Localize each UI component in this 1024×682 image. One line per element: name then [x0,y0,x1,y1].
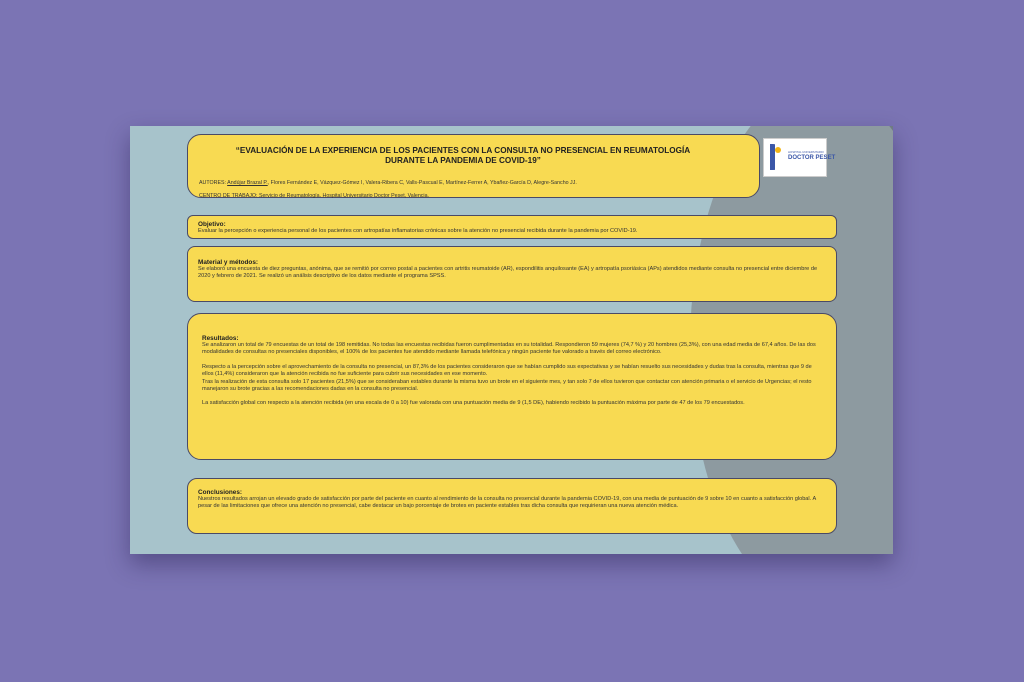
resultados-paragraph-3: Tras la realización de esta consulta solo 17 pacientes (21,5%) que se consideraban estables durante la misma tuvo un brote en el siguiente mes, y tan solo 7 de ellos tuvieron que contactar con atención primaria o el servicio de Urgencias; el resto manejaron su brote gracias a las recomendaciones dadas en la consulta no presencial. [202,378,812,393]
objetivo-heading: Objetivo: [198,221,226,228]
material-text: Se elaboró una encuesta de diez preguntas, anónima, que se remitió por correo postal a pacientes con artritis reumatoide (AR), espondilitis anquilosante (EA) y artropatía psoriásica (APs) atendidos mediante consulta no presencial entre diciembre de 2020 y febrero de 2021. Se realizó un análisis descriptivo de los datos mediante el programa SPSS. [198,266,818,280]
material-section [187,246,837,302]
objetivo-section [187,215,837,239]
material-heading: Material y métodos: [198,259,259,266]
resultados-paragraph-2: Respecto a la percepción sobre el aprovechamiento de la consulta no presencial, un 87,3% de los pacientes consideraron que se habían cumplido sus expectativas y se habían resuelto sus necesidades y dudas tras la consulta, mientras que 9 de ellos (11,4%) consideraron que la atención recibida no fue suficiente para cubrir sus necesidades en ese momento. [202,363,812,378]
resultados-paragraph-1: Se analizaron un total de 79 encuestas de un total de 198 remitidas. No todas las encuestas recibidas fueron cumplimentadas en su totalidad. Respondieron 59 mujeres (74,7 %) y 20 hombres (25,3%), con una edad media de 67,4 años. De las dos modalidades de consultas no presenciales disponibles, el 100% de los pacientes fue atendido mediante llamada telefónica y ningún paciente fue valorado a través del correo electrónico. [202,342,816,356]
authors-label: AUTORES: [199,180,228,186]
resultados-section [187,313,837,460]
conclusiones-text: Nuestros resultados arrojan un elevado grado de satisfacción por parte del paciente en cuanto al rendimiento de la consulta no presencial durante la pandemia COVID-19, con una media de puntuación de 9 sobre 10 en cuanto a satisfacción global. A pesar de las limitaciones que ofrece una atención no presencial, cabe destacar un bajo porcentaje de brotes en paciente estables tras dicha consulta que requirieran una nueva atención médica. [198,496,816,510]
logo-name: DOCTOR PESET [788,155,836,161]
objetivo-text: Evaluar la percepción o experiencia personal de los pacientes con artropatías inflamatorias crónicas sobre la atención no presencial recibida durante la pandemia por COVID-19. [198,228,638,234]
hospital-logo [763,138,836,177]
logo-dot-icon [775,147,781,153]
resultados-paragraph-4: La satisfacción global con respecto a la atención recibida (en una escala de 0 a 10) fue valorada con una puntuación media de 9 (1,5 DE), habiendo recibido la puntuación máxima por parte de 47 de los 79 encuestados. [202,400,745,407]
conclusiones-section [187,478,837,534]
title-line-2: DURANTE LA PANDEMIA DE COVID-19” [385,155,541,165]
work-center: CENTRO DE TRABAJO: Servicio de Reumatología. Hospital Universitario Doctor Peset, Valencia. [199,193,430,199]
poster [130,126,893,554]
title-line-1: “EVALUACIÓN DE LA EXPERIENCIA DE LOS PACIENTES CON LA CONSULTA NO PRESENCIAL EN REUMATOLOGÍA [235,146,691,155]
other-authors: , Flores Fernández E, Vázquez-Gómez I, Valera-Ribera C, Valls-Pascual E, Martínez-Ferrer A, Ybañez-García D, Alegre-Sancho JJ. [267,180,577,186]
conclusiones-heading: Conclusiones: [198,489,243,496]
poster-title [208,146,718,165]
title-box [187,134,760,198]
authors [199,180,577,186]
resultados-heading: Resultados: [202,335,239,342]
first-author: Andújar Brazal P. [227,180,268,186]
logo-subtitle: HOSPITAL UNIVERSITARIO [788,150,824,154]
